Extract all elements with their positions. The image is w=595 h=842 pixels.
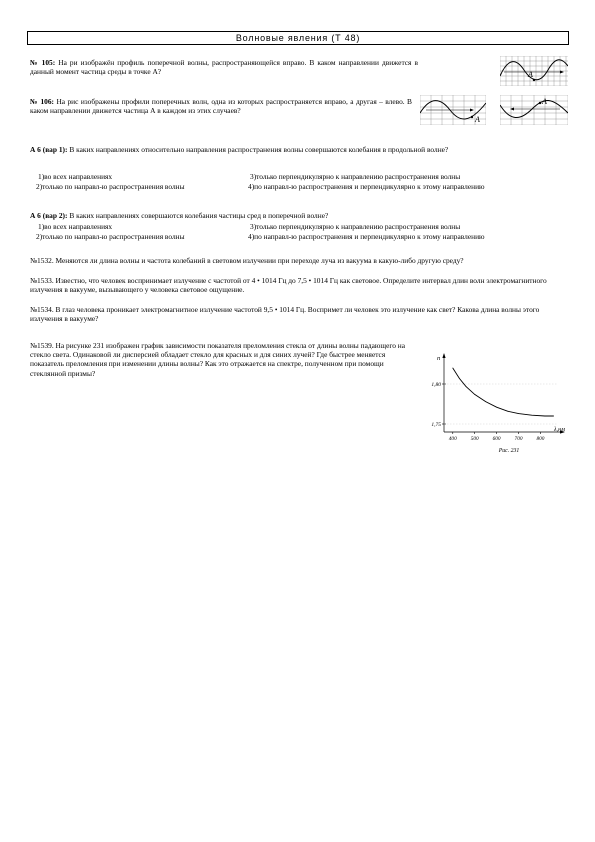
- wave-figure-106-left: [420, 95, 486, 125]
- a6-v2-option-1: 1)во всех направлениях: [38, 222, 113, 231]
- chart-x-tick-label: 500: [470, 436, 479, 442]
- problem-1532: №1532. Меняются ли длина волны и частота колебаний в световом излучении при переходе луча из вакуума в какую-либо другую среду?: [30, 256, 464, 265]
- chart-y-label: n: [437, 355, 441, 362]
- refraction-chart: [430, 350, 570, 456]
- chart-data-point: [474, 394, 475, 395]
- wave-figure-105: [500, 56, 568, 86]
- problem-1533: №1533. Известно, что человек воспринимает излучение с частотой от 4 • 1014 Гц до 7,5 • 1014 Гц как световое. Определите интервал длин волн электромагнитного излучения в вакууме, вызывающего у человека световое ощущение.: [30, 276, 547, 295]
- chart-data-point: [459, 378, 460, 379]
- chart-series-line: [453, 368, 554, 416]
- problem-1539: №1539. На рисунке 231 изображен график зависимости показателя преломления стекла от длины волны падающего на стекло света. Одинаковой ли дисперсией обладает стекло для красных и для синих лучей? Где быстрее меняется показатель преломления при изменении длины волны? Как это отражается на спектре, полученном при помощи стеклянной призмы?: [30, 341, 406, 378]
- chart-data-point: [485, 401, 486, 402]
- a6-v1-option-3: 3)только перпендикулярно к направлению распространения волны: [250, 172, 461, 181]
- chart-data-point: [507, 411, 508, 412]
- point-a-label-right: A: [542, 97, 547, 106]
- chart-data-point: [466, 386, 467, 387]
- question-a6-v1-text: В каких направлениях относительно направления распространения волны совершаются колебания в продольной волне?: [69, 145, 449, 154]
- question-a6-v2-number: А 6 (вар 2):: [30, 211, 68, 220]
- chart-data-point: [531, 415, 532, 416]
- chart-data-point: [496, 407, 497, 408]
- point-a-label-left: A: [475, 115, 480, 124]
- chart-data-point: [544, 416, 545, 417]
- chart-y-tick-label: 1,75: [431, 422, 441, 428]
- problem-105-number: № 105:: [30, 58, 56, 67]
- point-a-label: A: [528, 70, 533, 79]
- problem-1534: №1534. В глаз человека проникает электромагнитное излучение частотой 9,5 • 1014 Гц. Воспримет ли человек это излучение как свет? Какова длина волны этого излучения в вакууме?: [30, 305, 540, 324]
- wave-figure-106-right: [500, 95, 568, 125]
- a6-v1-option-4: 4)по направл-ю распространения и перпендикулярно к этому направлению: [248, 182, 485, 191]
- chart-data-point: [553, 416, 554, 417]
- chart-x-label: λ,нм: [554, 427, 565, 433]
- problem-105: [30, 58, 418, 76]
- a6-v2-option-4: 4)по направл-ю распространения и перпендикулярно к этому направлению: [248, 232, 485, 241]
- a6-v1-option-2: 2)только по направл-ю распространения волны: [36, 182, 185, 191]
- question-a6-v1-number: А 6 (вар 1):: [30, 145, 68, 154]
- chart-x-tick-label: 800: [536, 436, 545, 442]
- problem-106-text: На рис изображены профили поперечных волн, одна из которых распространяется вправо, а другая – влево. В каком направлении движется частица А в каждом из этих случаев?: [30, 97, 412, 116]
- page-title: Волновые явления (Т 48): [27, 31, 569, 45]
- problem-106: [30, 97, 412, 115]
- refraction-chart-svg: [430, 350, 570, 456]
- question-a6-v2-text: В каких направлениях совершаются колебания частицы сред в поперечной волне?: [69, 211, 329, 220]
- problem-106-number: № 106:: [30, 97, 54, 106]
- problem-105-text: На ри изображён профиль поперечной волны, распространяющейся вправо. В каком направлении движется в данный момент частица среды в точке А?: [30, 58, 418, 77]
- chart-y-axis-arrow: [442, 353, 445, 358]
- chart-y-tick-label: 1,80: [431, 382, 441, 388]
- question-a6-v1: [30, 145, 568, 154]
- chart-x-tick-label: 400: [448, 436, 457, 442]
- question-a6-v2: [30, 211, 568, 220]
- a6-v2-option-2: 2)только по направл-ю распространения волны: [36, 232, 185, 241]
- a6-v1-option-1: 1)во всех направлениях: [38, 172, 113, 181]
- chart-data-point: [518, 413, 519, 414]
- chart-data-point: [452, 368, 453, 369]
- chart-x-tick-label: 600: [492, 436, 501, 442]
- chart-caption: Рис. 231: [498, 448, 520, 454]
- a6-v2-option-3: 3)только перпендикулярно к направлению распространения волны: [250, 222, 461, 231]
- chart-x-tick-label: 700: [514, 436, 523, 442]
